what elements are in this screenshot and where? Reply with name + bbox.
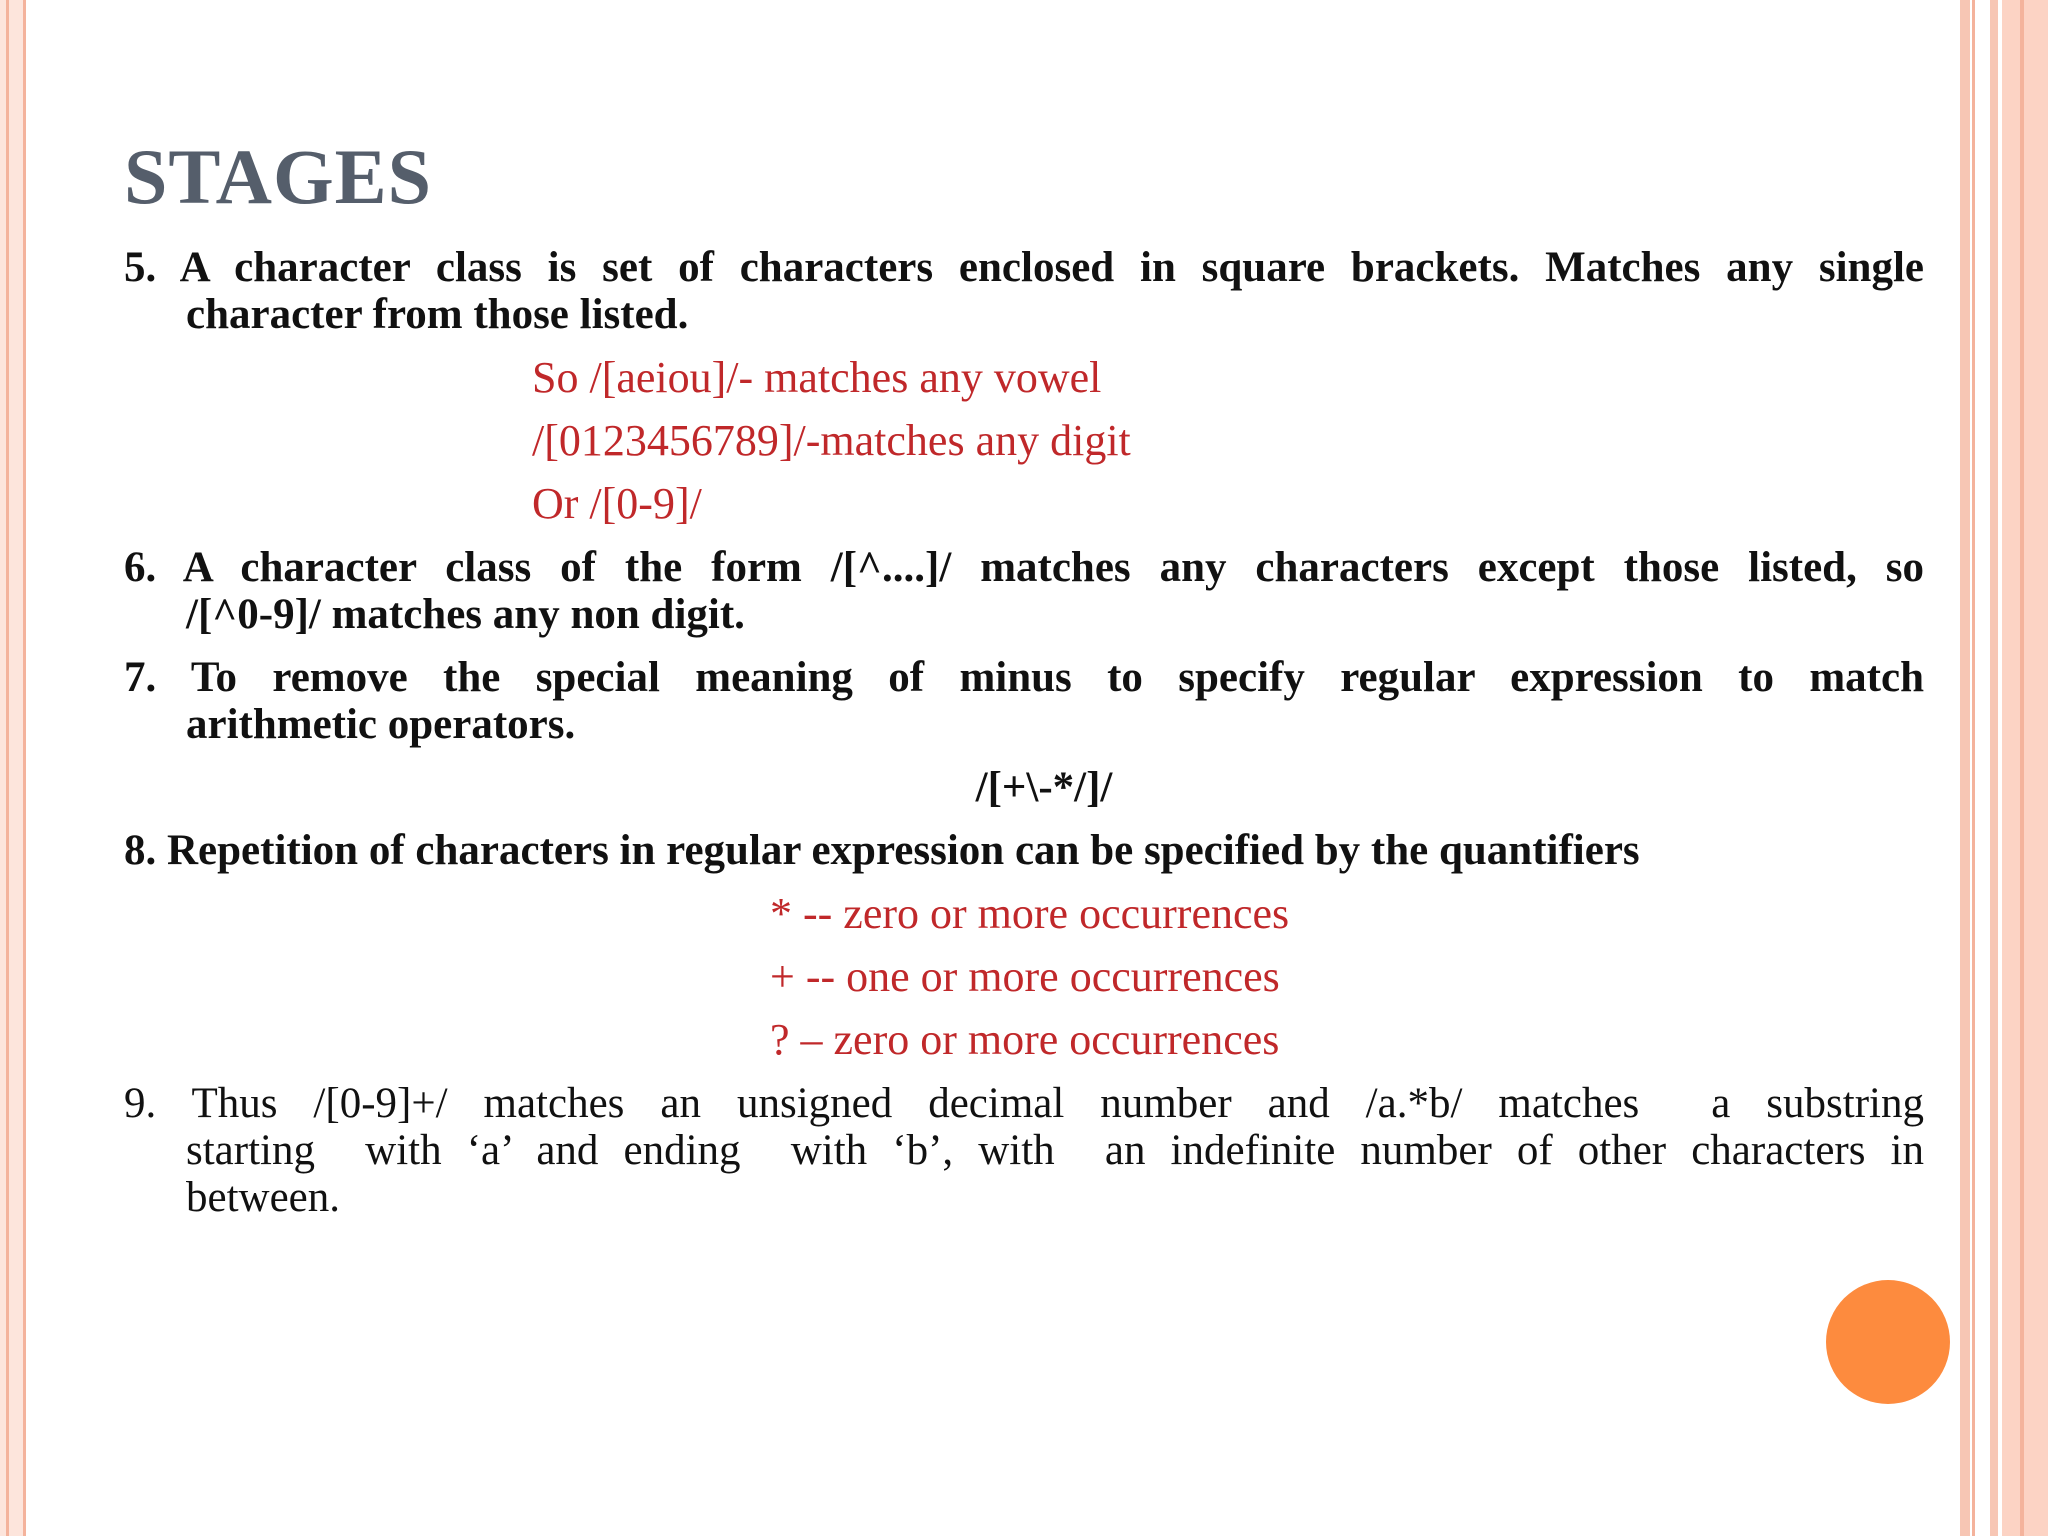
item-8 bbox=[124, 827, 1924, 1064]
slide-body bbox=[124, 240, 1924, 1221]
example-range: Or /[0-9]/ bbox=[532, 479, 702, 528]
stripe bbox=[2002, 0, 2048, 1536]
item-5-line-2: character from those listed. bbox=[186, 291, 689, 338]
slide-title: STAGES bbox=[124, 133, 433, 220]
item-9 bbox=[124, 1080, 1924, 1221]
item-7-line-2: arithmetic operators. bbox=[186, 701, 576, 748]
item-5 bbox=[124, 244, 1924, 528]
item-6-line-1: 6. A character class of the form /[^....]/ matches any characters except those listed, so bbox=[124, 544, 1924, 591]
stripe bbox=[2020, 0, 2024, 1536]
item-5-line-1: 5. A character class is set of characters enclosed in square brackets. Matches any single bbox=[124, 244, 1924, 291]
item-7-line-1: 7. To remove the special meaning of minus to specify regular expression to match bbox=[124, 654, 1924, 701]
item-6 bbox=[124, 544, 1924, 638]
item-7 bbox=[124, 654, 1924, 811]
item-9-line-1: 9. Thus /[0-9]+/ matches an unsigned decimal number and /a.*b/ matches a substring bbox=[124, 1080, 1924, 1127]
item-6-line-2: /[^0-9]/ matches any non digit. bbox=[186, 591, 745, 638]
operator-formula: /[+\-*/]/ bbox=[975, 764, 1113, 811]
quantifier-question: ? – zero or more occurrences bbox=[770, 1015, 1280, 1064]
stripe bbox=[1972, 0, 1975, 1536]
item-9-line-3: between. bbox=[186, 1174, 341, 1221]
quantifier-star: * -- zero or more occurrences bbox=[770, 889, 1290, 938]
item-8-line-1: 8. Repetition of characters in regular expression can be specified by the quantifiers bbox=[124, 827, 1640, 874]
quantifier-plus: + -- one or more occurrences bbox=[770, 952, 1280, 1001]
orange-circle-decoration bbox=[1826, 1280, 1950, 1404]
example-vowel: So /[aeiou]/- matches any vowel bbox=[532, 353, 1102, 402]
stripe bbox=[1990, 0, 1998, 1536]
stripe bbox=[1960, 0, 1970, 1536]
right-stripes-decoration bbox=[1960, 0, 2048, 1536]
item-9-line-2: starting with ‘a’ and ending with ‘b’, with an indefinite number of other characters in bbox=[186, 1127, 1924, 1174]
example-digit: /[0123456789]/-matches any digit bbox=[532, 416, 1131, 465]
left-border-decoration bbox=[0, 0, 26, 1536]
